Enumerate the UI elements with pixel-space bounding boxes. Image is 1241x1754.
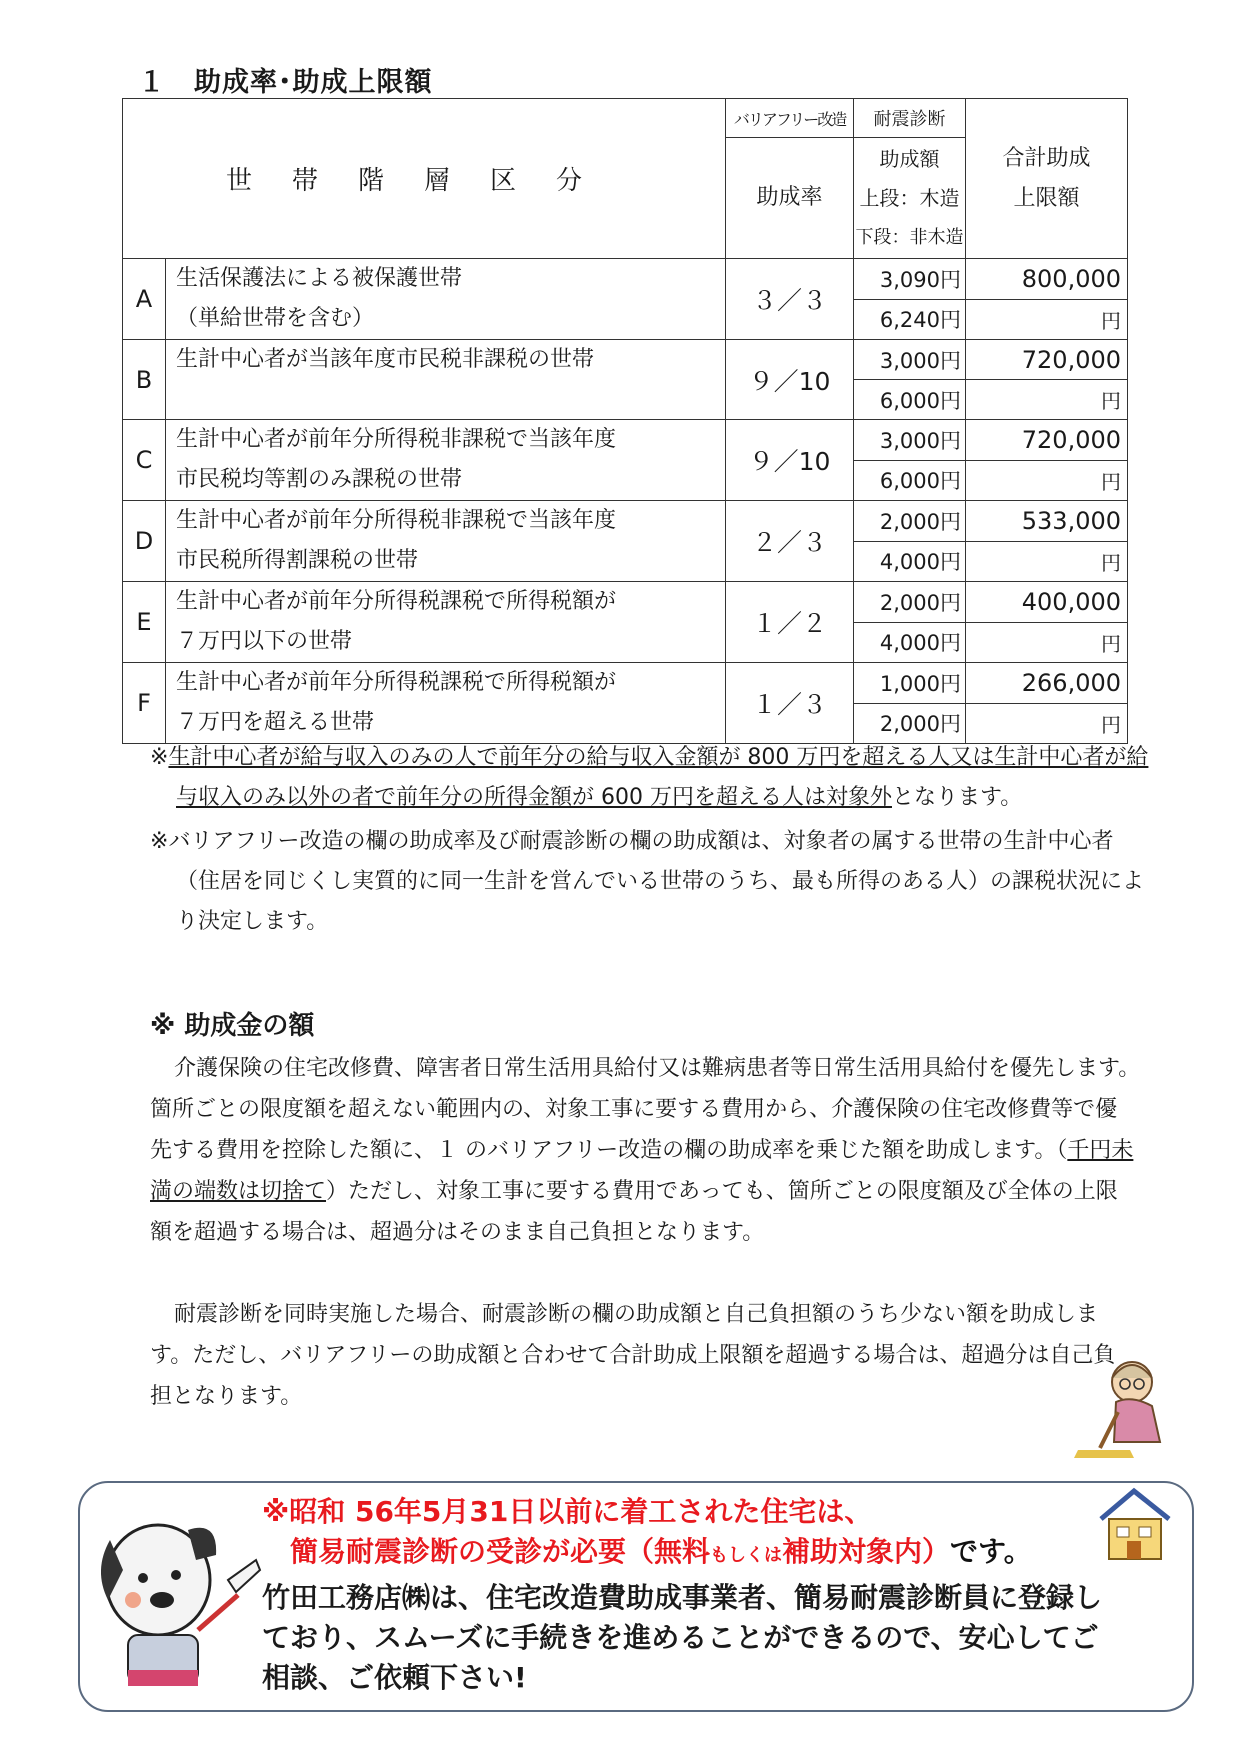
yen-unit: 円 — [1101, 469, 1122, 494]
grant-paragraph-2: 耐震診断を同時実施した場合、耐震診断の欄の助成額と自己負担額のうち少ない額を助成します。ただし、バリアフリーの助成額と合わせて合計助成上限額を超過する場合は、超過分は自己負担となります。 — [150, 1302, 1116, 1409]
yen-unit: 円 — [1101, 631, 1122, 656]
header-quake: 耐震診断 — [854, 99, 966, 138]
header-rate: 助成率 — [726, 138, 854, 259]
table-row — [123, 501, 1128, 542]
dog-mascot-pointing-icon — [88, 1500, 263, 1710]
note-mark: ※ — [150, 745, 169, 770]
desc-line2: ７万円を超える世帯 — [176, 710, 375, 735]
desc-line1: 生計中心者が当該年度市民税非課税の世帯 — [176, 347, 595, 372]
desc-line1: 生計中心者が前年分所得税非課税で当該年度 — [176, 427, 617, 452]
group-label: A — [123, 259, 166, 340]
desc-line2: ７万円以下の世帯 — [176, 629, 353, 654]
grant-p1-text: 介護保険の住宅改修費、障害者日常生活用具給付又は難病患者等日常生活用具給付を優先します。 箇所ごとの限度額を超えない範囲内の、対象工事に要する費用から、介護保険の住宅改修費等で優先する費用を控除した額に、１ のバリアフリー改造の欄の助成率を乗じた額を助成します。（ — [150, 1056, 1174, 1163]
yen-unit: 円 — [1101, 389, 1122, 413]
yen-unit: 円 — [1101, 550, 1122, 575]
row-description — [166, 259, 726, 340]
nonwood-amount: 4,000円 — [854, 541, 966, 582]
wood-amount: 2,000円 — [854, 501, 966, 542]
total-unit — [966, 622, 1128, 663]
callout-body: 竹田工務店㈱は、住宅改造費助成事業者、簡易耐震診断員に登録しており、スムーズに手続きを進めることができるので、安心してご相談、ご依頼下さい! — [262, 1581, 1103, 1694]
desc-line1: 生活保護法による被保護世帯 — [176, 266, 463, 291]
header-total-line1: 合計助成 — [1002, 145, 1091, 171]
table-row — [123, 663, 1128, 704]
note-income-limit — [150, 738, 1150, 818]
total-amount: 800,000 — [966, 259, 1128, 300]
header-lower-nonwood: 下段：非木造 — [855, 226, 964, 248]
header-amount: 助成額 — [879, 146, 940, 171]
rate-cell: ９／10 — [726, 420, 854, 501]
table-row — [123, 259, 1128, 300]
house-icon — [1093, 1485, 1175, 1565]
desc-line1: 生計中心者が前年分所得税非課税で当該年度 — [176, 508, 617, 533]
nonwood-amount: 6,000円 — [854, 460, 966, 501]
header-amount-block — [854, 138, 966, 259]
note-text: バリアフリー改造の欄の助成率及び耐震診断の欄の助成額は、対象者の属する世帯の生計中心者（住居を同じくし実質的に同一生計を営んでいる世帯のうち、最も所得のある人）の課税状況により決定します。 — [168, 829, 1145, 934]
wood-amount: 3,000円 — [854, 420, 966, 461]
header-category: 世帯階層区分 — [123, 99, 726, 259]
group-label: B — [123, 340, 166, 420]
subsidy-rate-table — [122, 98, 1128, 744]
rate-cell: ２／３ — [726, 501, 854, 582]
table-row — [123, 420, 1128, 461]
grant-heading: ※ 助成金の額 — [150, 1011, 315, 1041]
total-unit — [966, 380, 1128, 420]
note-text: となります。 — [891, 785, 1023, 810]
grant-p1-underlined: 千円未満の端数は切捨て — [150, 1138, 1134, 1204]
yen-unit: 円 — [1101, 308, 1122, 333]
total-unit — [966, 299, 1128, 340]
total-amount: 266,000 — [966, 663, 1128, 704]
callout-red-line1: ※昭和 56年5月31日以前に着工された住宅は、 — [262, 1495, 873, 1528]
row-description — [166, 340, 726, 420]
rate-cell: １／２ — [726, 582, 854, 663]
callout-end-text: です。 — [950, 1535, 1032, 1568]
header-total-line2: 上限額 — [1013, 185, 1080, 211]
desc-line2: 市民税均等割のみ課税の世帯 — [176, 467, 463, 492]
group-label: D — [123, 501, 166, 582]
table-row — [123, 582, 1128, 623]
nonwood-amount: 4,000円 — [854, 622, 966, 663]
section-title: １ 助成率･助成上限額 — [138, 67, 433, 98]
nonwood-amount: 6,000円 — [854, 380, 966, 420]
header-total — [966, 99, 1128, 259]
header-upper-wood: 上段：木造 — [859, 185, 960, 210]
total-amount: 720,000 — [966, 420, 1128, 461]
wood-amount: 1,000円 — [854, 663, 966, 704]
desc-line1: 生計中心者が前年分所得税課税で所得税額が — [176, 589, 617, 614]
callout-red-text-2: 補助対象内） — [782, 1535, 951, 1568]
nonwood-amount: 6,240円 — [854, 299, 966, 340]
rate-cell: ９／10 — [726, 340, 854, 420]
wood-amount: 2,000円 — [854, 582, 966, 623]
desc-line2: 市民税所得割課税の世帯 — [176, 548, 419, 573]
nonwood-amount: 2,000円 — [854, 703, 966, 744]
desc-line1: 生計中心者が前年分所得税課税で所得税額が — [176, 670, 617, 695]
grant-paragraph-1 — [150, 1048, 1174, 1253]
note-mark: ※ — [150, 829, 169, 854]
row-description — [166, 663, 726, 744]
note-rate-decision — [150, 822, 1150, 942]
row-description — [166, 582, 726, 663]
yen-unit: 円 — [1101, 712, 1122, 737]
rate-cell: １／３ — [726, 663, 854, 744]
wood-amount: 3,000円 — [854, 340, 966, 380]
table-row — [123, 340, 1128, 380]
callout-red-line2 — [290, 1530, 1032, 1570]
group-label: E — [123, 582, 166, 663]
note-underlined-text: 生計中心者が給与収入のみの人で前年分の給与収入金額が 800 万円を超える人又は生計中心者が給与収入のみ以外の者で前年分の所得金額が 600 万円を超える人は対象外 — [168, 745, 1149, 810]
elderly-woman-with-cane-icon — [1070, 1350, 1180, 1460]
total-unit — [966, 460, 1128, 501]
notes-block — [150, 738, 1150, 946]
row-description — [166, 501, 726, 582]
group-label: F — [123, 663, 166, 744]
header-barrier-free: バリアフリー改造 — [726, 99, 854, 138]
callout-red-small: もしくは — [710, 1545, 783, 1566]
row-description — [166, 420, 726, 501]
callout-red-text: 簡易耐震診断の受診が必要（無料 — [290, 1535, 711, 1568]
group-label: C — [123, 420, 166, 501]
grant-p1-text-2: ）ただし、対象工事に要する費用であっても、箇所ごとの限度額及び全体の上限額を超過する場合は、超過分はそのまま自己負担となります。 — [150, 1179, 1118, 1245]
rate-cell: ３／３ — [726, 259, 854, 340]
total-amount: 720,000 — [966, 340, 1128, 380]
total-amount: 533,000 — [966, 501, 1128, 542]
total-amount: 400,000 — [966, 582, 1128, 623]
wood-amount: 3,090円 — [854, 259, 966, 300]
total-unit — [966, 541, 1128, 582]
desc-line2: （単給世帯を含む） — [176, 306, 375, 331]
